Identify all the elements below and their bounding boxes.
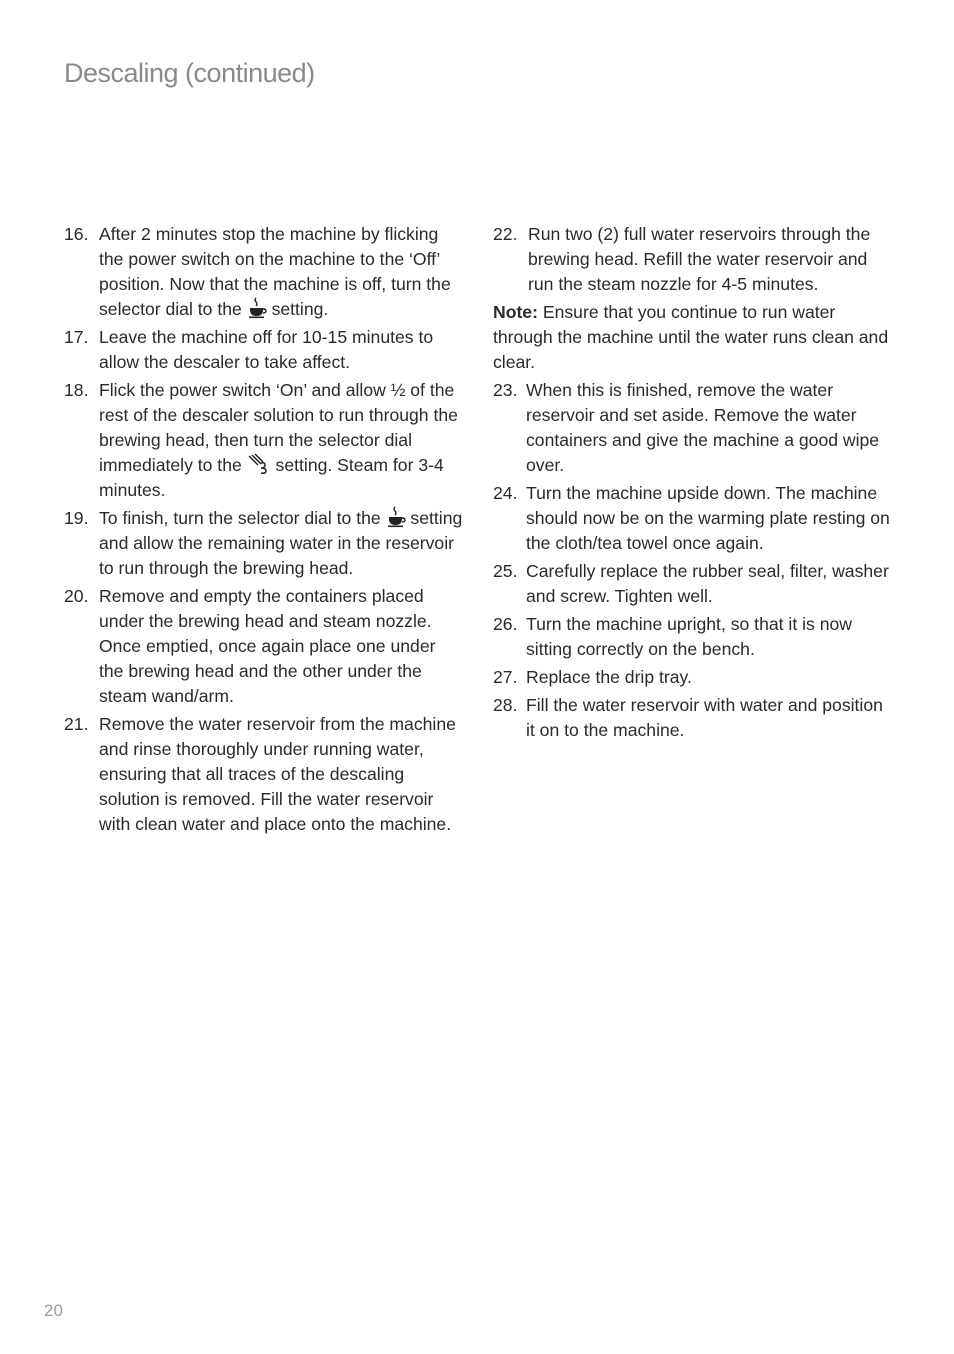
note-text: Ensure that you continue to run water through the machine until the water runs clean and clear. bbox=[493, 302, 889, 372]
item-text: Fill the water reservoir with water and position it on to the machine. bbox=[526, 695, 883, 740]
item-text bbox=[99, 222, 464, 322]
item-number: 23. bbox=[493, 380, 518, 400]
list-item bbox=[493, 481, 893, 556]
list-item bbox=[64, 378, 464, 503]
list-item bbox=[64, 506, 464, 581]
item-number: 22. bbox=[493, 224, 518, 244]
steam-icon bbox=[247, 453, 271, 475]
page-number: 20 bbox=[44, 1301, 63, 1320]
note-label: Note: bbox=[493, 302, 538, 322]
item-number: 28. bbox=[493, 695, 518, 715]
item-number: 26. bbox=[493, 614, 518, 634]
item-text: Turn the machine upside down. The machine should now be on the warming plate resting on the cloth/tea towel once again. bbox=[526, 483, 890, 553]
item-text-part: setting. bbox=[266, 299, 329, 319]
list-item bbox=[493, 559, 893, 609]
right-column bbox=[493, 222, 893, 746]
list-item bbox=[64, 712, 464, 837]
list-item bbox=[64, 584, 464, 709]
item-text-part: setting and allow the remaining water in the reservoir to run through the brewing head. bbox=[99, 508, 463, 578]
item-number: 25. bbox=[493, 561, 518, 581]
item-text: Remove the water reservoir from the machine and rinse thoroughly under running water, ensuring that all traces of the descaling solution is removed. Fill the water reservoir with clean water and place onto the machine. bbox=[99, 714, 456, 834]
item-text: Turn the machine upright, so that it is now sitting correctly on the bench. bbox=[526, 614, 852, 659]
page-title: Descaling (continued) bbox=[64, 58, 315, 88]
item-number: 24. bbox=[493, 483, 518, 503]
note bbox=[493, 300, 893, 375]
list-item bbox=[493, 665, 893, 690]
item-text: Remove and empty the containers placed under the brewing head and steam nozzle. Once emptied, once again place one under the brewing head and the other under the steam wand/arm. bbox=[99, 586, 436, 706]
item-text: Replace the drip tray. bbox=[526, 667, 692, 687]
item-number: 21. bbox=[64, 714, 89, 734]
list-item bbox=[493, 378, 893, 478]
item-text: Run two (2) full water reservoirs through the brewing head. Refill the water reservoir and run the steam nozzle for 4-5 minutes. bbox=[528, 224, 871, 294]
list-item bbox=[64, 222, 464, 322]
list-item bbox=[493, 693, 893, 743]
item-text: Leave the machine off for 10-15 minutes to allow the descaler to take affect. bbox=[99, 327, 434, 372]
list-item bbox=[493, 222, 893, 297]
item-text bbox=[99, 506, 464, 581]
list-item bbox=[64, 325, 464, 375]
coffee-cup-icon bbox=[386, 506, 406, 528]
item-number: 18. bbox=[64, 380, 89, 400]
item-number: 16. bbox=[64, 224, 89, 244]
item-number: 17. bbox=[64, 327, 89, 347]
left-column bbox=[64, 222, 464, 840]
coffee-cup-icon bbox=[247, 297, 267, 319]
item-text bbox=[99, 378, 464, 503]
item-text: Carefully replace the rubber seal, filter, washer and screw. Tighten well. bbox=[526, 561, 889, 606]
item-text: When this is finished, remove the water reservoir and set aside. Remove the water containers and give the machine a good wipe over. bbox=[526, 380, 880, 475]
item-text-part: After 2 minutes stop the machine by flicking the power switch on the machine to the ‘Off’ position. Now that the machine is off, turn the selector dial to the bbox=[99, 224, 451, 319]
item-number: 27. bbox=[493, 667, 518, 687]
item-number: 19. bbox=[64, 508, 89, 528]
list-item bbox=[493, 612, 893, 662]
item-text-part: setting. Steam for 3-4 minutes. bbox=[99, 455, 444, 500]
item-text-part: To finish, turn the selector dial to the bbox=[99, 508, 386, 528]
item-text-part: Flick the power switch ‘On’ and allow ½ of the rest of the descaler solution to run through the brewing head, then turn the selector dial immediately to the bbox=[99, 380, 458, 475]
item-number: 20. bbox=[64, 586, 89, 606]
